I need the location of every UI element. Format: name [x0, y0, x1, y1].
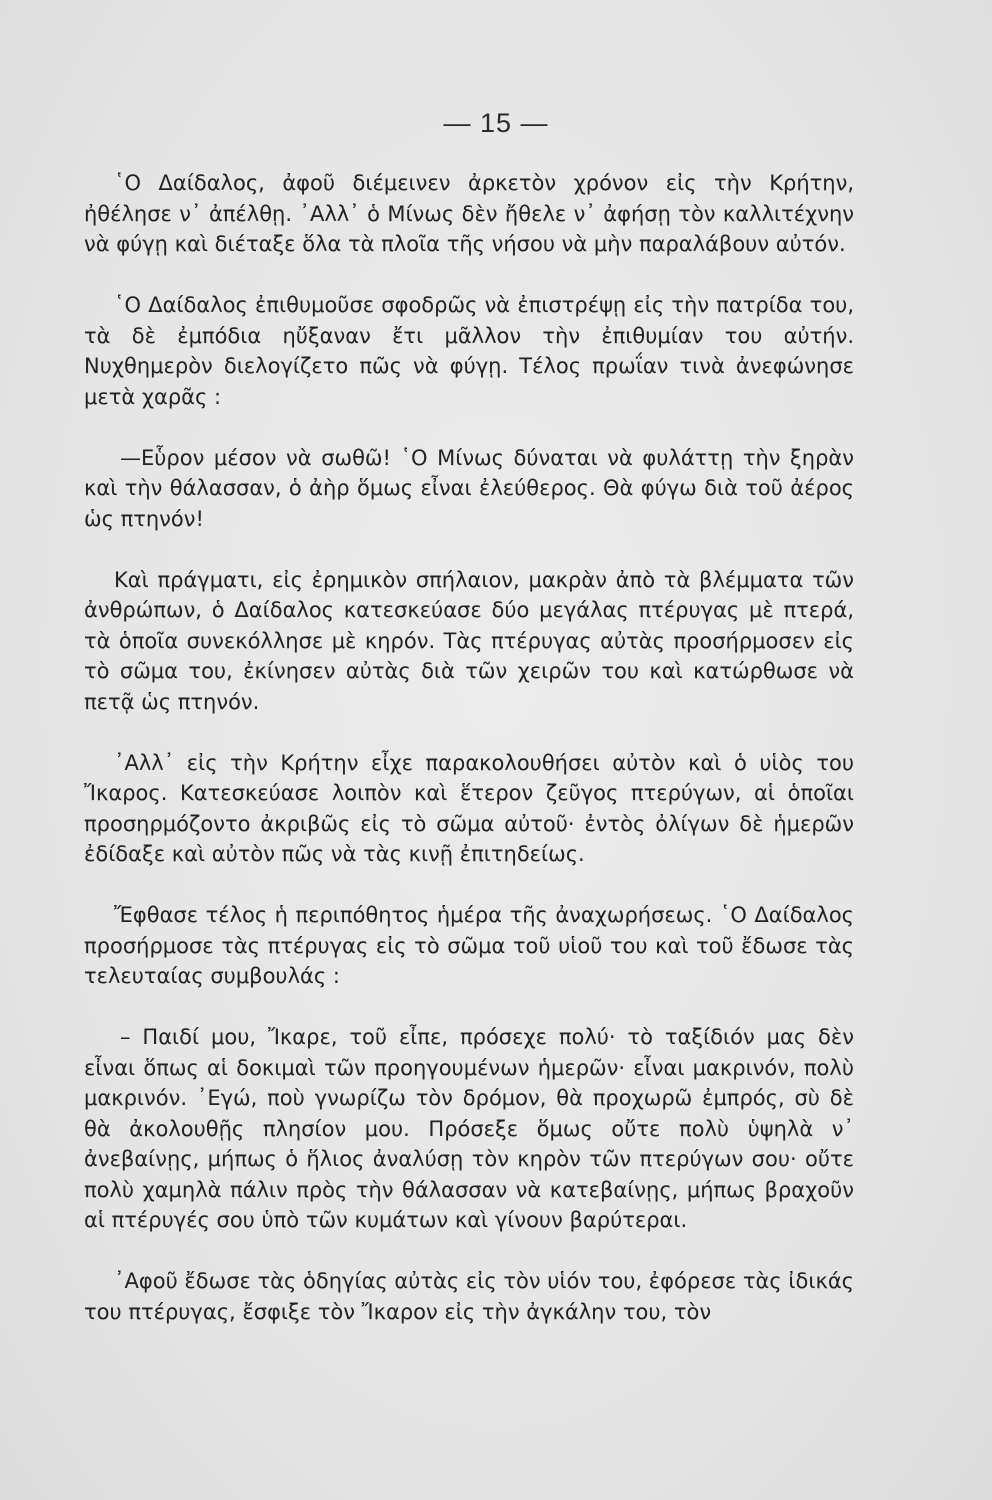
page-number: — 15 —	[443, 108, 549, 138]
paragraph-8: ᾿Αφοῦ ἔδωσε τὰς ὁδηγίας αὐτὰς εἰς τὸν υἱόν του, ἐφόρεσε τὰς ἰδικάς του πτέρυγας, ἔσφιξε τὸν Ἴκαρον εἰς τὴν ἀγκάλην του, τὸν	[84, 1269, 854, 1324]
paragraph-6: Ἔφθασε τέλος ἡ περιπόθητος ἡμέρα τῆς ἀναχωρήσεως. ῾Ο Δαίδαλος προσήρμοσε τὰς πτέρυγας εἰς τὸ σῶμα τοῦ υἱοῦ του καὶ τοῦ ἔδωσε τὰς τελευταίας συμβουλάς :	[84, 903, 854, 988]
paragraph-7: – Παιδί μου, Ἴκαρε, τοῦ εἶπε, πρόσεχε πολύ· τὸ ταξίδιόν μας δὲν εἶναι ὅπως αἱ δοκιμαὶ τῶν προηγουμένων ἡμερῶν· εἶναι μακρινόν, πολὺ μακρινόν. ᾿Εγώ, ποὺ γνωρίζω τὸν δρόμον, θὰ προχωρῶ ἐμπρός, σὺ δὲ θὰ ἀκολουθῇς πλησίον μου. Πρόσεξε ὅμως οὔτε πολὺ ὑψηλὰ ν᾿ ἀνεβαίνῃς, μήπως ὁ ἥλιος ἀναλύσῃ τὸν κηρὸν τῶν πτερύγων σου· οὔτε πολὺ χαμηλὰ πάλιν πρὸς τὴν θάλασσαν νὰ κατεβαίνῃς, μήπως βραχοῦν αἱ πτέρυγές σου ὑπὸ τῶν κυμάτων καὶ γίνουν βαρύτεραι.	[84, 1025, 854, 1232]
paragraph-4: Καὶ πράγματι, εἰς ἐρημικὸν σπήλαιον, μακρὰν ἀπὸ τὰ βλέμματα τῶν ἀνθρώπων, ὁ Δαίδαλος κατεσκεύασε δύο μεγάλας πτέρυγας μὲ πτερά, τὰ ὁποῖα συνεκόλλησε μὲ κηρόν. Τὰς πτέρυγας αὐτὰς προσήρμοσεν εἰς τὸ σῶμα του, ἐκίνησεν αὐτὰς διὰ τῶν χειρῶν του καὶ κατώρθωσε νὰ πετᾷ ὡς πτηνόν.	[84, 567, 854, 714]
paragraph-1: ῾Ο Δαίδαλος, ἀφοῦ διέμεινεν ἀρκετὸν χρόνον εἰς τὴν Κρήτην, ἠθέλησε ν᾿ ἀπέλθῃ. ᾿Αλλ᾿ ὁ Μίνως δὲν ἤθελε ν᾿ ἀφήσῃ τὸν καλλιτέχνην νὰ φύγῃ καὶ διέταξε ὅλα τὰ πλοῖα τῆς νήσου νὰ μὴν παραλάβουν αὐτόν.	[84, 171, 854, 256]
paragraph-5: ᾿Αλλ᾿ εἰς τὴν Κρήτην εἶχε παρακολουθήσει αὐτὸν καὶ ὁ υἱὸς του Ἴκαρος. Κατεσκεύασε λοιπὸν καὶ ἕτερον ζεῦγος πτερύγων, αἱ ὁποῖαι προσηρμόζοντο ἀκριβῶς εἰς τὸ σῶμα αὐτοῦ· ἐντὸς ὀλίγων δὲ ἡμερῶν ἐδίδαξε καὶ αὐτὸν πῶς νὰ τὰς κινῇ ἐπιτηδείως.	[84, 750, 854, 866]
paragraph-3: —Εὗρον μέσον νὰ σωθῶ! ῾Ο Μίνως δύναται νὰ φυλάττῃ τὴν ξηρὰν καὶ τὴν θάλασσαν, ὁ ἀὴρ ὅμως εἶναι ἐλεύθερος. Θὰ φύγω διὰ τοῦ ἀέρος ὡς πτηνόν!	[84, 445, 854, 531]
body-text	[84, 168, 854, 1327]
paragraph-2: ῾Ο Δαίδαλος ἐπιθυμοῦσε σφοδρῶς νὰ ἐπιστρέψῃ εἰς τὴν πατρίδα του, τὰ δὲ ἐμπόδια ηὔξαναν ἔτι μᾶλλον τὴν ἐπιθυμίαν του αὐτήν. Νυχθημερὸν διελογίζετο πῶς νὰ φύγῃ. Τέλος πρωΐαν τινὰ ἀνεφώνησε μετὰ χαρᾶς :	[84, 293, 854, 409]
